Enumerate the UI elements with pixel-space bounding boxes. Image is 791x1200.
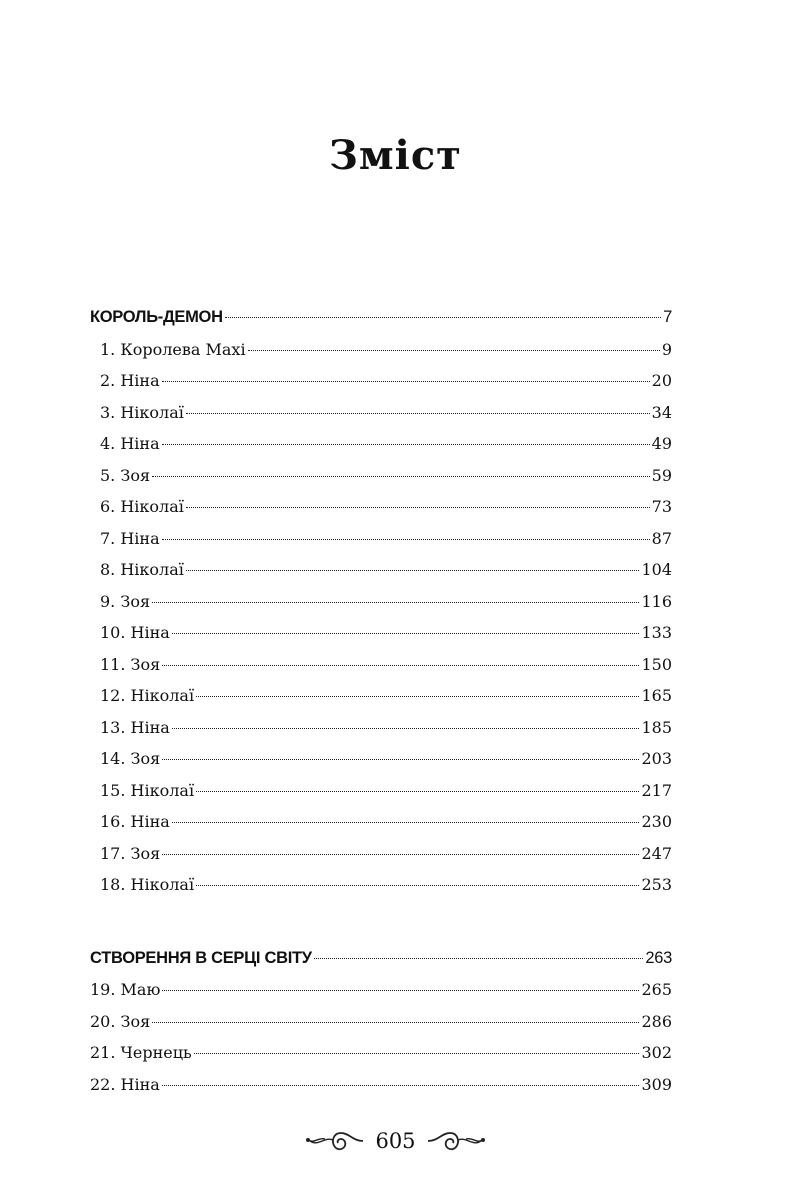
chapter-title: 17. Зоя [100,843,161,863]
dot-leader [152,602,639,603]
chapter-title: 15. Ніколаї [100,780,195,800]
chapter-title: 13. Ніна [100,717,170,737]
chapter-title: 8. Ніколаї [100,560,184,579]
chapter-title: 11. Зоя [100,654,161,674]
toc-chapter-entry[interactable] [90,371,672,403]
part-title: СТВОРЕННЯ В СЕРЦІ СВІТУ [90,948,312,967]
dot-leader [186,507,650,508]
toc-chapter-entry[interactable] [90,655,672,687]
toc-chapter-entry[interactable] [90,1012,672,1044]
dot-leader [225,317,661,318]
page-ref: 263 [645,948,672,967]
dot-leader [196,696,639,697]
chapter-title: 4. Ніна [100,434,160,453]
page-ref: 87 [651,528,672,548]
chapter-title: 20. Зоя [90,1011,151,1031]
chapter-title: 1. Королева Махі [100,339,246,359]
chapter-title: 14. Зоя [100,749,161,768]
toc-part-entry[interactable] [90,308,672,340]
chapter-title: 10. Ніна [100,623,170,642]
toc-chapter-entry[interactable] [90,718,672,750]
dot-leader [196,791,639,792]
page-ref: 230 [641,812,672,831]
part-title: КОРОЛЬ-ДЕМОН [90,308,223,326]
toc-chapter-entry[interactable] [90,1075,672,1107]
page-footer [0,1128,791,1154]
page-ref: 247 [641,843,672,863]
dot-leader [162,539,650,540]
page-ref: 7 [663,308,672,326]
scroll-flourish-right-icon [426,1128,486,1154]
toc-chapter-entry[interactable] [90,529,672,561]
toc-chapter-entry[interactable] [90,812,672,844]
toc-part-entry[interactable] [90,949,672,981]
chapter-title: 9. Зоя [100,591,151,611]
dot-leader [196,885,639,886]
page-ref: 203 [641,749,672,768]
page-ref: 20 [651,371,672,390]
dot-leader [314,958,644,959]
toc-chapter-entry[interactable] [90,781,672,813]
toc-chapter-entry[interactable] [90,844,672,876]
dot-leader [162,854,639,855]
chapter-title: 3. Ніколаї [100,402,184,422]
dot-leader [162,665,639,666]
toc-chapter-entry[interactable] [90,980,672,1012]
toc-chapter-entry[interactable] [90,592,672,624]
page-number: 605 [375,1129,416,1153]
dot-leader [194,1053,640,1054]
section-gap [90,907,672,949]
dot-leader [152,476,650,477]
scroll-flourish-left-icon [305,1128,365,1154]
dot-leader [162,381,650,382]
page-ref: 309 [641,1074,672,1094]
chapter-title: 6. Ніколаї [100,497,184,516]
dot-leader [186,413,650,414]
page-ref: 116 [641,591,672,611]
page-title: Зміст [329,132,462,179]
toc-chapter-entry[interactable] [90,434,672,466]
chapter-title: 19. Маю [90,980,161,999]
chapter-title: 5. Зоя [100,465,151,485]
chapter-title: 12. Ніколаї [100,686,195,705]
chapter-title: 22. Ніна [90,1074,160,1094]
dot-leader [162,759,639,760]
page-ref: 133 [641,623,672,642]
toc-chapter-entry[interactable] [90,686,672,718]
toc-chapter-entry[interactable] [90,340,672,372]
page-ref: 59 [651,465,672,485]
page-ref: 265 [641,980,672,999]
dot-leader [172,822,640,823]
toc-chapter-entry[interactable] [90,403,672,435]
dot-leader [162,444,650,445]
chapter-title: 16. Ніна [100,812,170,831]
dot-leader [152,1022,639,1023]
page-ref: 9 [661,339,672,359]
page-ref: 286 [641,1011,672,1031]
page-ref: 185 [641,717,672,737]
dot-leader [186,570,640,571]
dot-leader [172,633,640,634]
chapter-title: 2. Ніна [100,371,160,390]
page-ref: 253 [641,875,672,894]
toc-chapter-entry[interactable] [90,1043,672,1075]
page-ref: 217 [641,780,672,800]
toc-chapter-entry[interactable] [90,466,672,498]
page-ref: 34 [651,402,672,422]
toc-chapter-entry[interactable] [90,497,672,529]
page-ref: 73 [651,497,672,516]
chapter-title: 7. Ніна [100,528,160,548]
page-ref: 165 [641,686,672,705]
page-ref: 302 [641,1043,672,1062]
page-ref: 150 [641,654,672,674]
toc-chapter-entry[interactable] [90,560,672,592]
toc-chapter-entry[interactable] [90,875,672,907]
dot-leader [172,728,640,729]
page-ref: 104 [641,560,672,579]
dot-leader [248,350,660,351]
chapter-title: 21. Чернець [90,1043,192,1062]
page-ref: 49 [651,434,672,453]
dot-leader [162,990,639,991]
dot-leader [162,1085,640,1086]
toc-chapter-entry[interactable] [90,749,672,781]
table-of-contents [90,308,672,1106]
toc-chapter-entry[interactable] [90,623,672,655]
chapter-title: 18. Ніколаї [100,875,195,894]
